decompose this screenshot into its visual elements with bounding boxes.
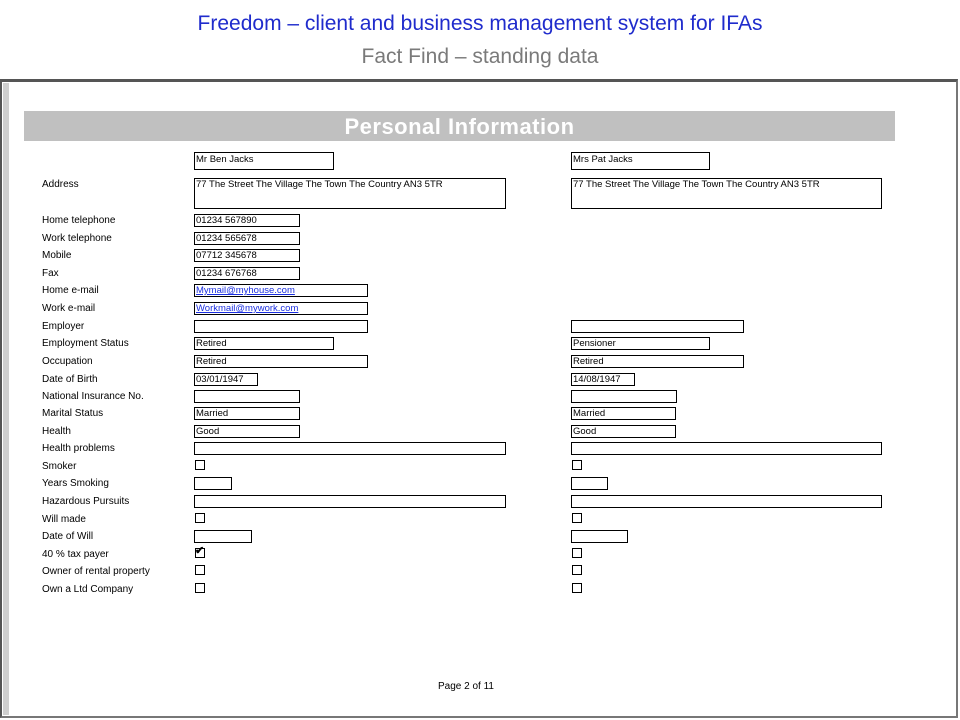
label-hazardous-pursuits: Hazardous Pursuits — [42, 496, 130, 507]
client2-date-of-birth-field[interactable]: 14/08/1947 — [571, 373, 635, 386]
client1-address-field[interactable]: 77 The Street The Village The Town The Country AN3 5TR — [194, 178, 506, 209]
label-health: Health — [42, 426, 71, 437]
client2-rental-owner-checkbox[interactable] — [572, 565, 582, 575]
client1-rental-owner-checkbox[interactable] — [195, 565, 205, 575]
client1-will-made-checkbox[interactable] — [195, 513, 205, 523]
label-address: Address — [42, 179, 79, 190]
client2-marital-status-field[interactable]: Married — [571, 407, 676, 420]
client2-ltd-company-checkbox[interactable] — [572, 583, 582, 593]
label-tax-payer: 40 % tax payer — [42, 549, 109, 560]
label-employer: Employer — [42, 321, 85, 332]
client1-occupation-field[interactable]: Retired — [194, 355, 368, 368]
client1-date-of-will-field[interactable] — [194, 530, 252, 543]
client2-health-problems-field[interactable] — [571, 442, 882, 455]
client2-health-field[interactable]: Good — [571, 425, 676, 438]
client1-smoker-checkbox[interactable] — [195, 460, 205, 470]
label-will-made: Will made — [42, 514, 86, 525]
client1-name-field[interactable]: Mr Ben Jacks — [194, 152, 334, 170]
client2-years-smoking-field[interactable] — [571, 477, 608, 490]
client1-marital-status-field[interactable]: Married — [194, 407, 300, 420]
label-smoker: Smoker — [42, 461, 77, 472]
label-years-smoking: Years Smoking — [42, 478, 109, 489]
slide-subtitle: Fact Find – standing data — [361, 45, 599, 68]
label-health-problems: Health problems — [42, 443, 115, 454]
label-home-telephone: Home telephone — [42, 215, 116, 226]
client1-employer-field[interactable] — [194, 320, 368, 333]
label-occupation: Occupation — [42, 356, 93, 367]
label-work-telephone: Work telephone — [42, 233, 112, 244]
client1-work-telephone-field[interactable]: 01234 565678 — [194, 232, 300, 245]
client1-mobile-field[interactable]: 07712 345678 — [194, 249, 300, 262]
client1-health-problems-field[interactable] — [194, 442, 506, 455]
client2-hazardous-pursuits-field[interactable] — [571, 495, 882, 508]
client2-date-of-will-field[interactable] — [571, 530, 628, 543]
section-banner — [24, 111, 895, 141]
client1-health-field[interactable]: Good — [194, 425, 300, 438]
label-mobile: Mobile — [42, 250, 72, 261]
client2-address-field[interactable]: 77 The Street The Village The Town The Country AN3 5TR — [571, 178, 882, 209]
client1-tax-payer-checkbox[interactable] — [195, 545, 205, 558]
client2-employer-field[interactable] — [571, 320, 744, 333]
label-date-of-will: Date of Will — [42, 531, 94, 542]
client2-occupation-field[interactable]: Retired — [571, 355, 744, 368]
section-title: Personal Information — [344, 114, 575, 139]
client1-work-email-field[interactable]: Workmail@mywork.com — [194, 302, 368, 315]
label-ni-number: National Insurance No. — [42, 391, 144, 402]
label-date-of-birth: Date of Birth — [42, 374, 98, 385]
label-ltd-company: Own a Ltd Company — [42, 584, 134, 595]
slide-title: Freedom – client and business management system for IFAs — [197, 12, 763, 35]
client1-years-smoking-field[interactable] — [194, 477, 232, 490]
client2-will-made-checkbox[interactable] — [572, 513, 582, 523]
document-frame-shadow — [3, 83, 9, 715]
client1-ni-number-field[interactable] — [194, 390, 300, 403]
page-number: Page 2 of 11 — [438, 681, 494, 692]
client2-ni-number-field[interactable] — [571, 390, 677, 403]
client1-home-telephone-field[interactable]: 01234 567890 — [194, 214, 300, 227]
client2-tax-payer-checkbox[interactable] — [572, 548, 582, 558]
client1-hazardous-pursuits-field[interactable] — [194, 495, 506, 508]
label-rental-owner: Owner of rental property — [42, 566, 150, 577]
client2-smoker-checkbox[interactable] — [572, 460, 582, 470]
label-marital-status: Marital Status — [42, 408, 104, 419]
client1-home-email-field[interactable]: Mymail@myhouse.com — [194, 284, 368, 297]
client1-fax-field[interactable]: 01234 676768 — [194, 267, 300, 280]
checkmark-icon: ✔ — [195, 545, 205, 557]
label-employment-status: Employment Status — [42, 338, 129, 349]
client2-employment-status-field[interactable]: Pensioner — [571, 337, 710, 350]
client1-date-of-birth-field[interactable]: 03/01/1947 — [194, 373, 258, 386]
label-work-email: Work e-mail — [42, 303, 96, 314]
label-home-email: Home e-mail — [42, 285, 99, 296]
client1-ltd-company-checkbox[interactable] — [195, 583, 205, 593]
label-fax: Fax — [42, 268, 59, 279]
client1-employment-status-field[interactable]: Retired — [194, 337, 334, 350]
client2-name-field[interactable]: Mrs Pat Jacks — [571, 152, 710, 170]
